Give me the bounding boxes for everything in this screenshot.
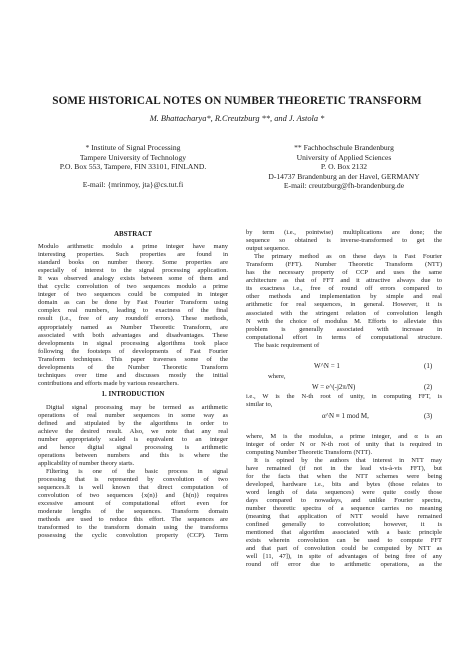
affiliation-left: [38, 143, 228, 189]
affiliation-right-line: P. O. Box 2132: [320, 162, 368, 172]
body-line: It is opined by the authors that interest in NTT may: [254, 457, 442, 465]
introduction-line: Filtering is one of the basic process in signal: [46, 468, 228, 476]
body-line: number theoretic spectra of a sequence carries no meaning: [246, 505, 442, 513]
body-line: word length of data sequences) were quite costly those: [246, 489, 442, 497]
abstract-line: interesting properties. Such properties are found in: [38, 251, 228, 259]
abstract-line: developments of the Number Theoretic Transform: [38, 363, 228, 371]
paper-title: SOME HISTORICAL NOTES ON NUMBER THEORETIC TRANSFORM: [52, 95, 422, 107]
abstract-line: associated with both advantages and disadvantages. These: [38, 331, 228, 339]
body-line: The basic requirement of: [254, 341, 320, 349]
body-line: round off error due to arithmetic operations, as the: [246, 561, 442, 569]
introduction-line: and hence digital signal processing is arithmetic: [38, 444, 228, 452]
introduction-heading: 1. INTRODUCTION: [101, 390, 165, 398]
body-line: i.e., W is the N-th root of unity, in computing FFT, is: [246, 393, 442, 400]
affiliation-right-email: E-mail: creutzburg@fh-brandenburg.de: [283, 181, 405, 191]
body-line: have remained (if not in the lead vis-à-vis FFT), but: [246, 465, 442, 473]
body-line: output sequence.: [246, 245, 290, 253]
affiliation-right-line: ** Fachhochschule Brandenburg: [294, 143, 394, 152]
affiliation-right-line: University of Applied Sciences: [296, 152, 392, 162]
equation-2: [312, 383, 355, 391]
equation-1: [314, 362, 340, 370]
abstract-line: Transform techniques. This paper traverses some of the: [38, 355, 228, 363]
body-line: problem is generally associated with increase in: [246, 325, 442, 333]
body-line: developed, hardware i.e., bits and bytes (those relates to: [246, 481, 442, 489]
body-line: integer of order N or N-th root of unity that is required in: [246, 441, 442, 449]
affiliation-right-line: D-14737 Brandenburg an der Havel, GERMANY: [268, 171, 420, 181]
body-line: (meaning that application of NTT would have remained: [246, 513, 442, 521]
introduction-line: operations of real number sequences in some way as: [38, 412, 228, 420]
affiliation-left-line: Tampere University of Technology: [79, 152, 187, 162]
abstract-line: techniques over time and discusses mostly the initial: [38, 371, 228, 379]
abstract-line: It was observed analogy exists between some of them and: [38, 275, 228, 283]
body-line: has the necessary property of CCP and uses the same: [246, 269, 442, 277]
body-line: where, M is the modulus, a prime integer, and α is an: [246, 433, 442, 440]
body-line: exists wherein convolution can be used to compute FFT: [246, 537, 442, 545]
body-line: other methods and implementation by simple and real: [246, 293, 442, 301]
abstract-line: especially of interest to the signal processing application.: [38, 267, 228, 275]
abstract-line: appropriately named as Number Theoretic Transform, are: [38, 323, 228, 331]
introduction-line: defined and stipulated by the algorithms in order to: [38, 420, 228, 428]
abstract-line: contributions and efforts made by various researchers.: [38, 379, 179, 387]
introduction-line: sequences.It is well known that direct computation of: [38, 484, 228, 492]
introduction-line: transformed to the transform domain using the transforms: [38, 524, 228, 532]
body-line: Transform (FFT). Number Theoretic Transform (NTT): [246, 261, 442, 269]
introduction-line: processing that is represented by convolution of two: [38, 476, 228, 484]
affiliation-left-line: * Institute of Signal Processing: [85, 143, 181, 152]
body-line: arithmetic for real sequences, in general. However, it is: [246, 301, 442, 309]
body-line: for the facts that when the NTT schemes were being: [246, 473, 442, 481]
body-line: The primary method as on these days is Fast Fourier: [254, 253, 442, 261]
paper-authors: M. Bhattacharya*, R.Creutzburg **, and J. Astola *: [149, 114, 325, 123]
introduction-line: convolution of two sequences {x(n)} and {h(n)} requires: [38, 492, 228, 500]
introduction-line: operations between numbers and this is where the: [38, 452, 228, 460]
abstract-line: that cyclic convolution of two sequences modulo a prime: [38, 283, 228, 291]
affiliation-left-line: P.O. Box 553, Tampere, FIN 33101, FINLAND.: [59, 162, 207, 172]
abstract-line: developments in signal processing algorithms took place: [38, 339, 228, 347]
affiliation-left-email: E-mail: {mrinmoy, jta}@cs.tut.fi: [82, 179, 184, 189]
abstract-heading: ABSTRACT: [113, 230, 153, 238]
abstract-line: Modulo arithmetic modulo a prime integer have many: [38, 243, 228, 250]
introduction-line: Digital signal processing may be termed as arithmetic: [46, 404, 228, 411]
body-line: sequence so obtained is inverse-transformed to get the: [246, 237, 442, 245]
equation-3: [322, 412, 369, 420]
introduction-line: moderate lengths of the sequences. Transform domain: [38, 508, 228, 516]
introduction-line: achieve the desired result. Also, we note that any real: [38, 428, 228, 436]
equation-1-number: (1): [424, 362, 433, 370]
introduction-line: excessive amount of computational effort even for: [38, 500, 228, 508]
body-line: N with the choice of modulus M. Efforts to alleviate this: [246, 317, 442, 325]
body-line: computing Number Theoretic Transform (NTT).: [246, 449, 373, 457]
where-text: where,: [268, 373, 286, 380]
introduction-line: methods are used to reduce this effort. The sequences are: [38, 516, 228, 524]
abstract-line: integer of two sequences could be computed in integer: [38, 291, 228, 299]
introduction-line: possessing the cyclic convolution property (CCP). Term: [38, 532, 228, 540]
equation-3-number: (3): [424, 412, 433, 420]
equation-3-text: α^N ≡ 1 mod M,: [322, 412, 369, 420]
abstract-line: complex real numbers, leading to exactness of the final: [38, 307, 228, 315]
body-line: similar to,: [246, 401, 273, 408]
body-line: days compared to nowadays, and unlike Fourier spectra,: [246, 497, 442, 505]
equation-2-number: (2): [424, 383, 433, 391]
equation-1-text: W^N = 1: [314, 362, 340, 370]
abstract-line: result (i.e., free of any roundoff errors). These methods,: [38, 315, 228, 323]
body-line: confined generally to convolution; however, it is: [246, 521, 442, 529]
abstract-line: following the footsteps of developments of Fast Fourier: [38, 347, 228, 355]
affiliation-right: [246, 143, 442, 191]
body-line: well [11, 47]), in spite of advantages of being free of any: [246, 553, 442, 561]
introduction-line: applicability of number theory starts.: [38, 460, 135, 468]
abstract-line: standard books on number theory. Some properties are: [38, 259, 228, 267]
body-line: and that part of convolution could be computed by NTT as: [246, 545, 442, 553]
introduction-line: number appropriately scaled is equivalent to an integer: [38, 436, 228, 444]
body-line: computational effort in terms of computational structure.: [246, 333, 442, 341]
equation-2-text: W = e^(-j2π/N): [312, 383, 356, 391]
body-line: architecture as that of FFT and it attractive always due to: [246, 277, 442, 285]
abstract-line: domain as can be done by Fast Fourier Transform using: [38, 299, 228, 307]
body-line: by term (i.e., pointwise) multiplications are done; the: [246, 229, 442, 236]
body-line: mentioned that algorithm associated with a basic principle: [246, 529, 442, 537]
body-line: associated with the stringent relation of convolution length: [246, 309, 442, 317]
body-line: its exactness i.e., free of round off errors compared to: [246, 285, 442, 293]
